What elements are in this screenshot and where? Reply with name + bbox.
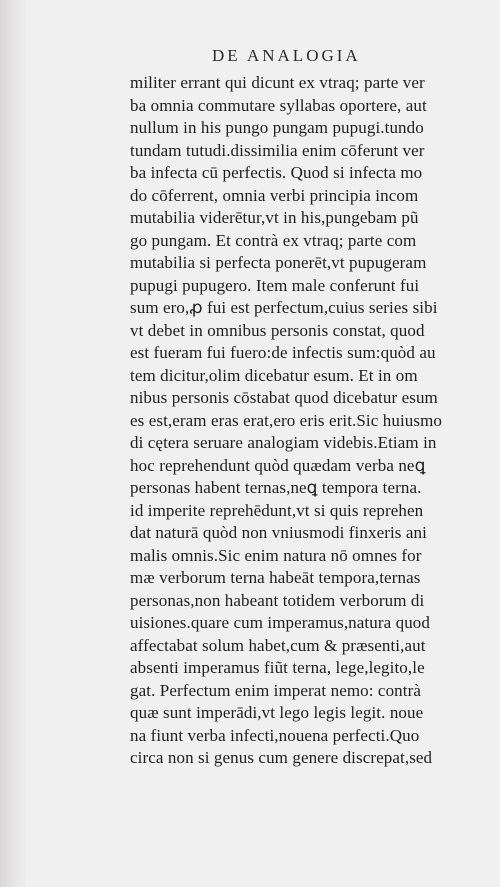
text-line: vt debet in omnibus personis constat, quod (130, 320, 425, 340)
text-line: dat naturā quòd non vniusmodi finxeris ani (130, 523, 427, 542)
text-line: di cętera seruare analogiam videbis.Etiam in (130, 433, 437, 452)
text-line: hoc reprehendunt quòd quædam verba neꝗ (130, 455, 426, 475)
text-line: circa non si genus cum genere discrepat,sed (130, 748, 433, 767)
text-line: nullum in his pungo pungam pupugi.tundo (130, 118, 424, 137)
text-line: go pungam. Et contrà ex vtraq; parte com (130, 230, 417, 250)
text-line: tundam tutudi.dissimilia enim cōferunt ver (130, 140, 425, 160)
text-line: uisiones.quare cum imperamus,natura quod (130, 613, 431, 632)
book-page (26, 0, 500, 887)
text-block (130, 72, 500, 770)
text-line: ba omnia commutare syllabas oportere, aut (130, 95, 427, 115)
gutter-shadow (0, 0, 28, 887)
text-line: es est,eram eras erat,ero eris erit.Sic huiusmo (130, 410, 443, 430)
text-line: personas,non habeant totidem verborum di (130, 590, 425, 610)
text-line: militer errant qui dicunt ex vtraq; parte ver (130, 73, 425, 92)
text-line: gat. Perfectum enim imperat nemo: contrà (130, 680, 422, 700)
running-head: DE ANALOGIA (212, 46, 361, 65)
text-line: mutabilia viderētur,vt in his,pungebam pũ (130, 208, 419, 227)
text-line: malis omnis.Sic enim natura nō omnes for (130, 545, 422, 565)
text-line: do cōferrent, omnia verbi principia incom (130, 185, 419, 205)
text-line: ba infecta cū perfectis. Quod si infecta mo (130, 163, 423, 182)
text-line: na fiunt verba infecti,nouena perfecti.Quo (130, 725, 420, 745)
text-line: quæ sunt imperādi,vt lego legis legit. noue (130, 703, 424, 722)
text-line: mæ verborum terna habeāt tempora,ternas (130, 568, 421, 587)
text-line: id imperite reprehēdunt,vt si quis reprehen (130, 500, 424, 520)
text-line: affectabat solum habet,cum & præsenti,aut (130, 635, 426, 655)
text-line: absenti imperamus fiũt terna, lege,legito,le (130, 658, 425, 677)
text-line: personas habent ternas,neꝗ tempora terna. (130, 478, 422, 497)
text-line: est fueram fui fuero:de infectis sum:quòd au (130, 343, 436, 362)
text-line: sum ero,ꝓ fui est perfectum,cuius series sibi (130, 298, 438, 317)
text-line: pupugi pupugero. Item male conferunt fui (130, 275, 420, 295)
text-line: mutabilia si perfecta ponerēt,vt pupugeram (130, 253, 427, 272)
text-line: nibus personis cōstabat quod dicebatur esum (130, 388, 438, 407)
text-line: tem dicitur,olim dicebatur esum. Et in om (130, 365, 418, 385)
